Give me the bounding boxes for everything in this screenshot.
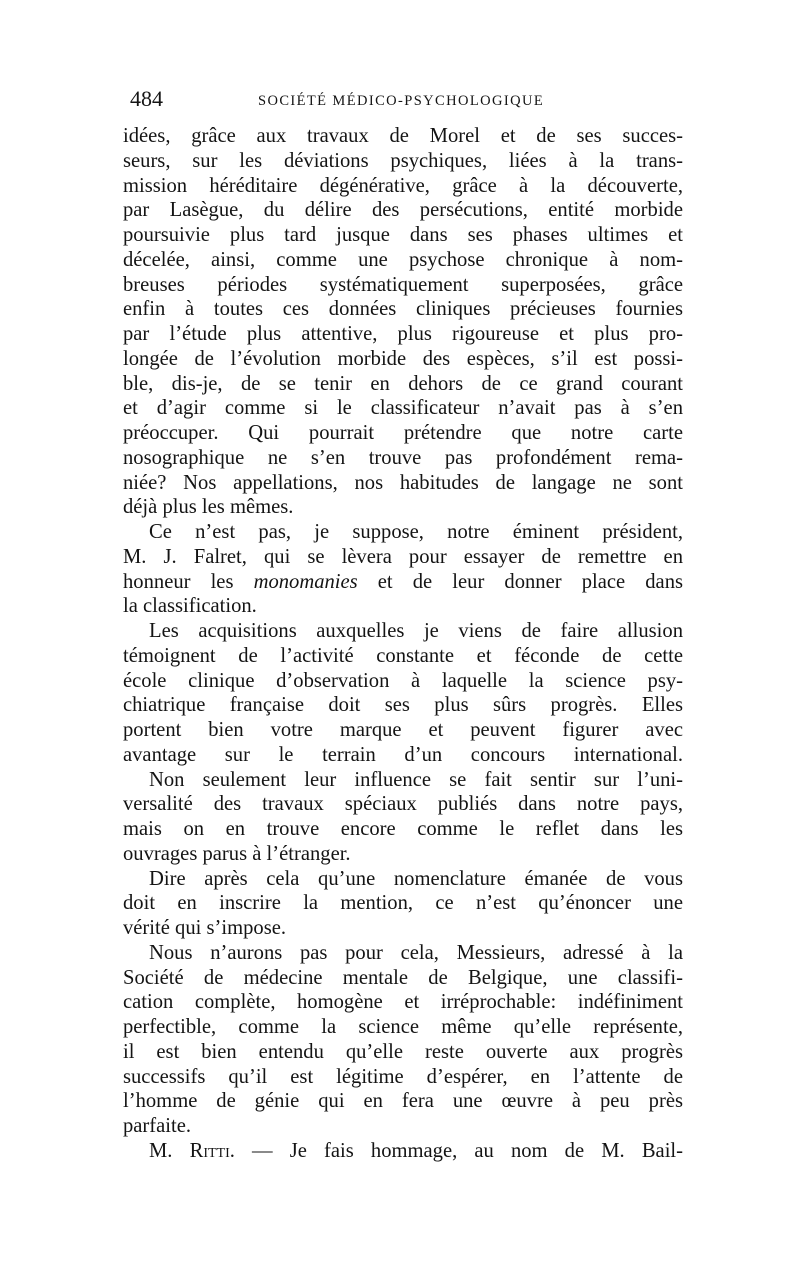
text-line: préoccuper. Qui pourrait prétendre que notre carte xyxy=(123,422,683,444)
text-line: Ce n’est pas, je suppose, notre éminent président, xyxy=(149,521,683,543)
text-line: témoignent de l’activité constante et féconde de cette xyxy=(123,644,683,667)
text-line: poursuivie plus tard jusque dans ses phases ultimes et xyxy=(123,224,683,246)
text-line: ouvrages parus à l’étranger. xyxy=(123,842,351,865)
text-line: breuses périodes systématiquement superposées, grâce xyxy=(123,273,683,296)
text-line: déjà plus les mêmes. xyxy=(123,496,294,519)
text-line: mais on en trouve encore comme le reflet dans les xyxy=(123,818,683,840)
text-line: mission héréditaire dégénérative, grâce à la découverte, xyxy=(123,174,683,197)
page-header xyxy=(130,84,686,114)
text-line: par l’étude plus attentive, plus rigoureuse et plus pro- xyxy=(123,323,683,345)
body-text xyxy=(123,124,683,1164)
text-line: cation complète, homogène et irréprochable: indéfiniment xyxy=(123,991,683,1014)
text-line: nosographique ne s’en trouve pas profondément rema- xyxy=(123,446,683,469)
text-line: honneur les monomanies et de leur donner place dans xyxy=(123,570,683,593)
text-line: enfin à toutes ces données cliniques précieuses fournies xyxy=(123,298,683,321)
text-line: la classification. xyxy=(123,595,257,618)
text-line: successifs qu’il est légitime d’espérer, en l’attente de xyxy=(123,1065,683,1088)
text-line: versalité des travaux spéciaux publiés dans notre pays, xyxy=(123,793,683,816)
text-line: par Lasègue, du délire des persécutions, entité morbide xyxy=(123,199,683,222)
text-line: M. Ritti. — Je fais hommage, au nom de M. Bail- xyxy=(149,1139,683,1162)
text-line: Société de médecine mentale de Belgique, une classifi- xyxy=(123,966,683,989)
text-line: Les acquisitions auxquelles je viens de faire allusion xyxy=(149,620,683,642)
text-line: seurs, sur les déviations psychiques, liées à la trans- xyxy=(123,149,683,172)
text-line: Nous n’aurons pas pour cela, Messieurs, adressé à la xyxy=(149,941,683,964)
text-line: avantage sur le terrain d’un concours international. xyxy=(123,743,683,766)
text-line: longée de l’évolution morbide des espèces, s’il est possi- xyxy=(123,347,683,370)
text-line: il est bien entendu qu’elle reste ouverte aux progrès xyxy=(123,1040,683,1063)
text-line: portent bien votre marque et peuvent figurer avec xyxy=(123,719,683,741)
running-head: SOCIÉTÉ MÉDICO-PSYCHOLOGIQUE xyxy=(258,93,545,109)
text-line: école clinique d’observation à laquelle la science psy- xyxy=(123,669,683,692)
page-number: 484 xyxy=(130,86,163,111)
text-line: chiatrique française doit ses plus sûrs progrès. Elles xyxy=(123,694,683,717)
text-line: parfaite. xyxy=(123,1115,192,1137)
text-line: et d’agir comme si le classificateur n’avait pas à s’en xyxy=(123,397,683,420)
text-line: M. J. Falret, qui se lèvera pour essayer de remettre en xyxy=(123,545,683,568)
text-line: l’homme de génie qui en fera une œuvre à peu près xyxy=(123,1090,683,1113)
text-line: doit en inscrire la mention, ce n’est qu’énoncer une xyxy=(123,892,683,915)
text-line: niée? Nos appellations, nos habitudes de langage ne sont xyxy=(123,471,683,494)
text-line: idées, grâce aux travaux de Morel et de ses succes- xyxy=(123,125,683,147)
text-line: Dire après cela qu’une nomenclature émanée de vous xyxy=(149,867,683,890)
text-line: décelée, ainsi, comme une psychose chronique à nom- xyxy=(123,248,683,271)
text-line: perfectible, comme la science même qu’elle représente, xyxy=(123,1016,683,1038)
text-line: vérité qui s’impose. xyxy=(123,917,287,939)
text-line: Non seulement leur influence se fait sentir sur l’uni- xyxy=(149,768,683,791)
text-line: ble, dis-je, de se tenir en dehors de ce grand courant xyxy=(123,372,683,395)
